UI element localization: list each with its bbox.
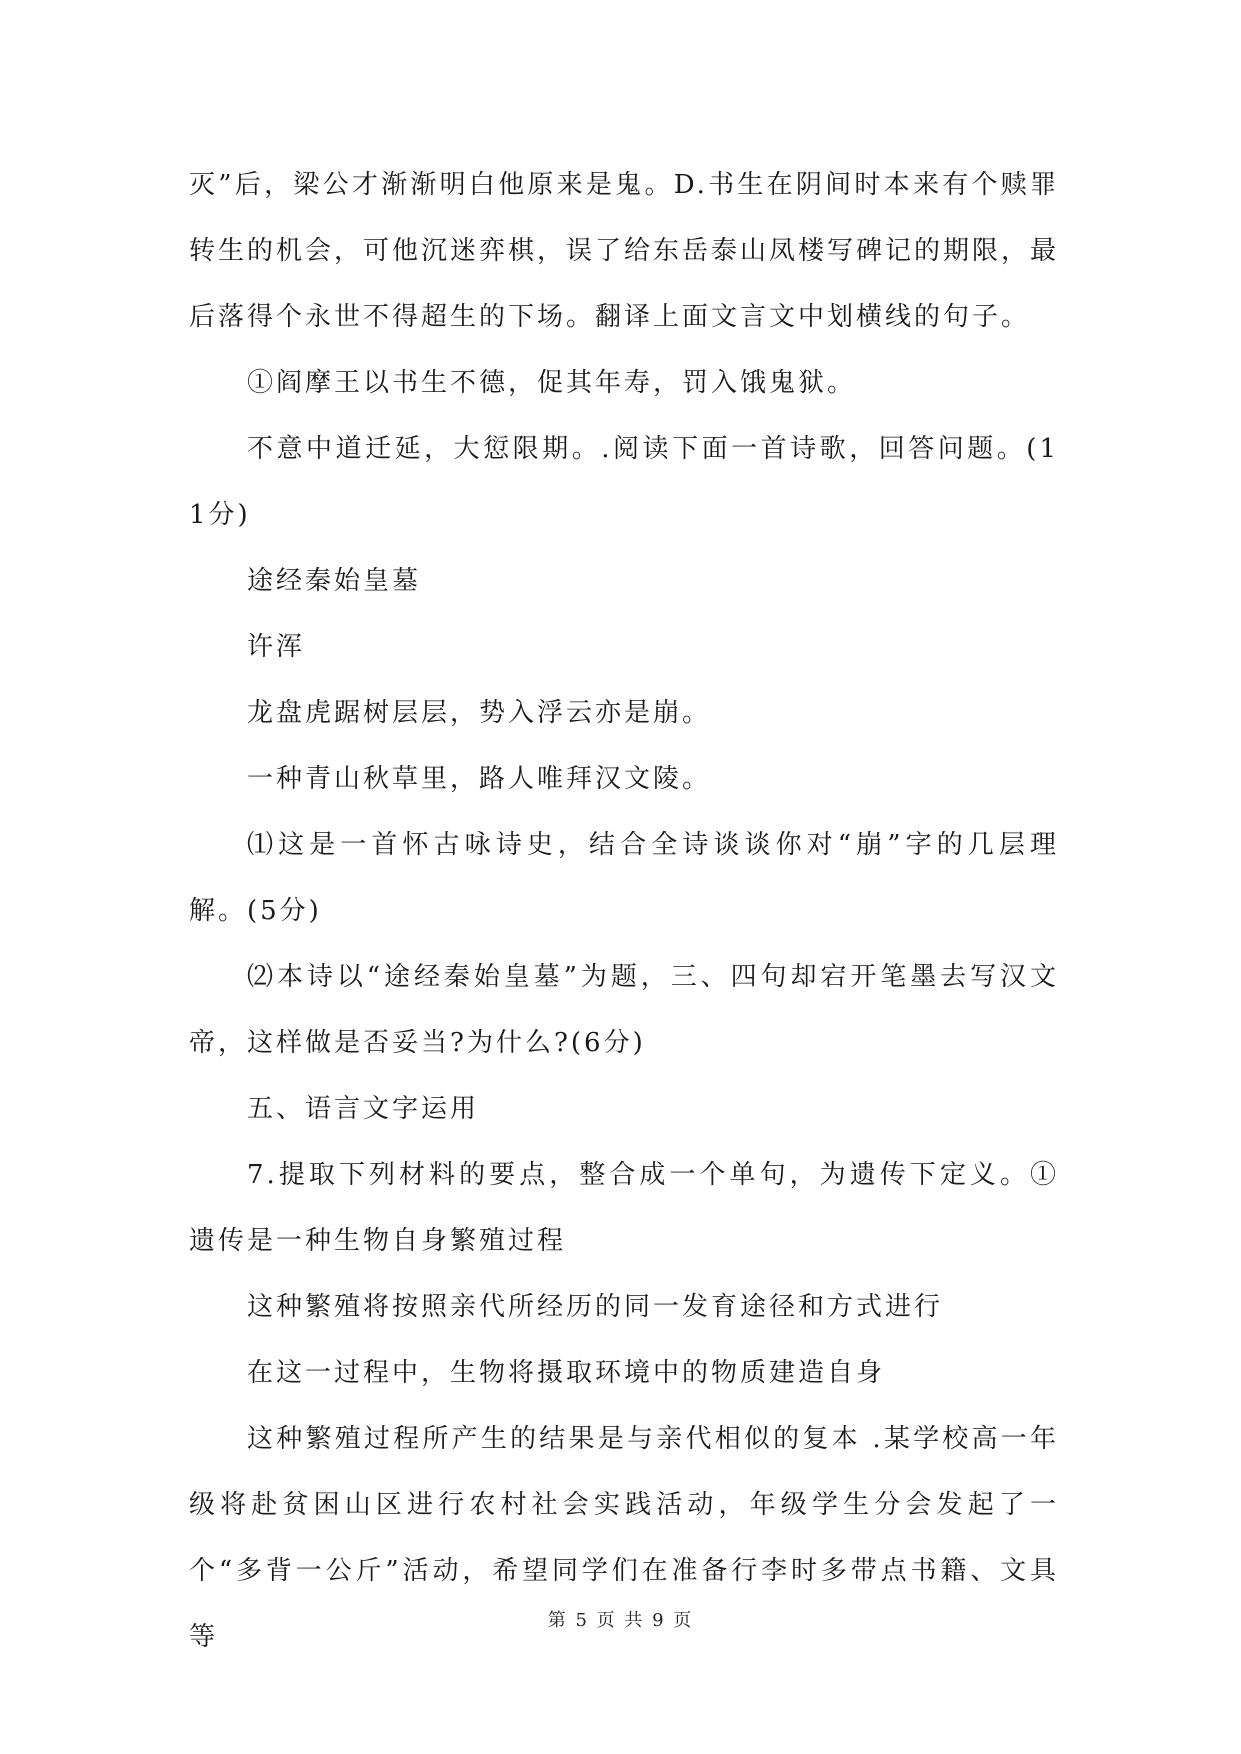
question-7: 7.提取下列材料的要点，整合成一个单句，为遗传下定义。①遗传是一种生物自身繁殖过程 — [189, 1160, 1059, 1256]
section-heading: 五、语言文字运用 — [247, 1094, 480, 1124]
poem-line-1: 龙盘虎踞树层层，势入浮云亦是崩。 — [247, 698, 712, 728]
question-1: ⑴这是一首怀古咏诗史，结合全诗谈谈你对“崩”字的几层理解。(5分) — [189, 830, 1059, 926]
poem-line-2: 一种青山秋草里，路人唯拜汉文陵。 — [247, 764, 712, 794]
material-3: 在这一过程中，生物将摄取环境中的物质建造自身 — [247, 1358, 886, 1388]
question-2: ⑵本诗以“途经秦始皇墓”为题，三、四句却宕开笔墨去写汉文帝，这样做是否妥当?为什么?(6分) — [189, 962, 1059, 1058]
material-2: 这种繁殖将按照亲代所经历的同一发育途径和方式进行 — [247, 1292, 944, 1322]
poem-title: 途经秦始皇墓 — [247, 566, 422, 596]
paragraph-3: 不意中道迁延，大愆限期。.阅读下面一首诗歌，回答问题。(11分) — [189, 434, 1059, 530]
paragraph-1: 灭”后，梁公才渐渐明白他原来是鬼。D.书生在阴间时本来有个赎罪转生的机会，可他沉迷弈棋，误了给东岳泰山凤楼写碑记的期限，最后落得个永世不得超生的下场。翻译上面文言文中划横线的句子。 — [189, 170, 1060, 332]
page-number-footer: 第 5 页 共 9 页 — [547, 1610, 694, 1631]
document-body — [189, 152, 1059, 1670]
poem-author: 许浑 — [247, 632, 306, 662]
paragraph-2: ①阎摩王以书生不德，促其年寿，罚入饿鬼狱。 — [247, 368, 857, 398]
material-4: 这种繁殖过程所产生的结果是与亲代相似的复本 .某学校高一年级将赴贫困山区进行农村社会实践活动，年级学生分会发起了一个“多背一公斤”活动，希望同学们在准备行李时多带点书籍、文具等 — [189, 1424, 1059, 1652]
